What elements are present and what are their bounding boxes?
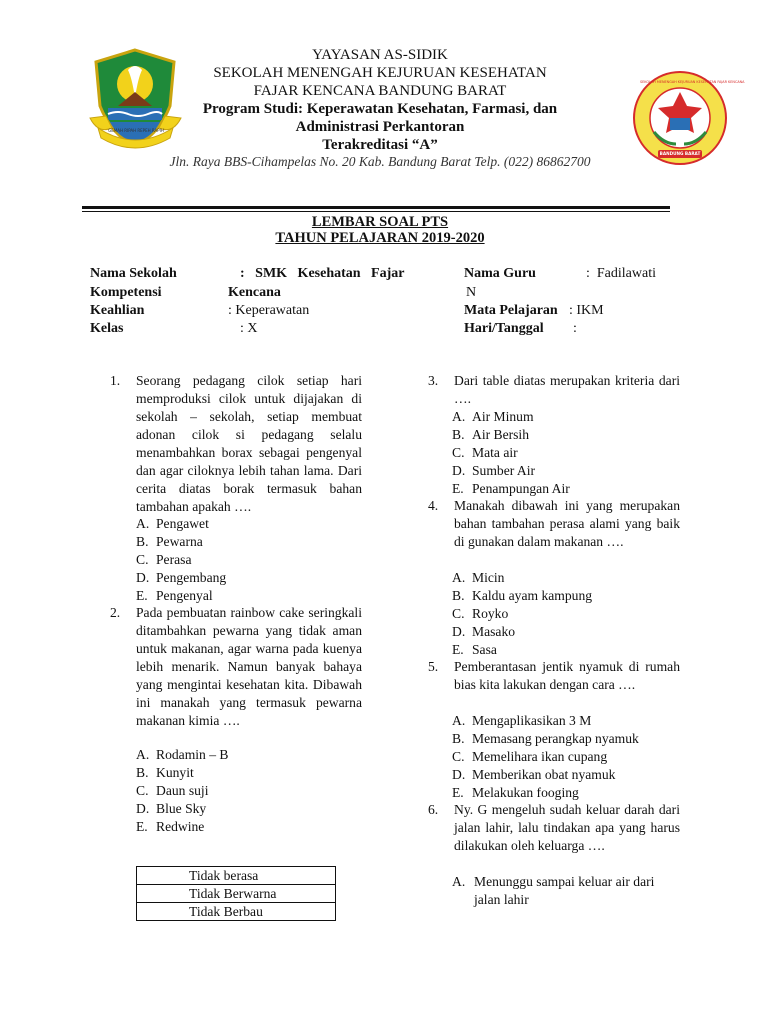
header-program-1: Program Studi: Keperawatan Kesehatan, Farmasi, dan (202, 101, 558, 117)
question-number: 2. (110, 605, 121, 620)
option-item: C. Royko (452, 606, 509, 621)
table-cell: Tidak Berbau (137, 903, 336, 921)
question-text: Seorang pedagang cilok setiap hari memproduksi cilok untuk dijajakan di sekolah – sekolah, setiap membuat adonan cilok si pedagang selalu menambahkan borax sebagai pengenyal dan agar ciloknya lebih tahan lama. Dari cerita diatas borak termasuk bahan tambahan apakah …. (136, 373, 362, 514)
right-logo-ring-text: SEKOLAH MENENGAH KEJURUAN KESEHATAN FAJAR KENCANA (640, 80, 745, 84)
option-item: C. Memelihara ikan cupang (452, 749, 608, 764)
option-item: D. Memberikan obat nyamuk (452, 767, 616, 782)
label-keahlian: Keahlian (90, 303, 145, 318)
header-school-type: SEKOLAH MENENGAH KEJURUAN KESEHATAN (213, 65, 547, 81)
option-item: C. Daun suji (136, 783, 209, 798)
option-item: B. Pewarna (136, 534, 203, 549)
option-item: B. Memasang perangkap nyamuk (452, 731, 639, 746)
question-1-options (136, 515, 356, 605)
option-item: A. Micin (452, 570, 505, 585)
option-item: E. Sasa (452, 642, 497, 657)
option-item: C. Perasa (136, 552, 192, 567)
question-text: Ny. G mengeluh sudah keluar darah dari jalan lahir, lalu tindakan apa yang harus dilakukan oleh keluarga …. (454, 802, 680, 853)
question-text: Pada pembuatan rainbow cake seringkali ditambahkan pewarna yang tidak aman untuk makanan, agar warna pada kuenya lebih menarik. Namun banyak bahaya yang mengintai kesehatan kita. Dibawah ini manakah yang termasuk pewarna makanan kimia …. (136, 605, 362, 728)
value-nama-guru-2: N (466, 285, 477, 300)
label-kompetensi: Kompetensi (90, 285, 162, 300)
question-5-options (452, 712, 672, 802)
question-number: 1. (110, 373, 121, 388)
question-2-options (136, 746, 356, 836)
right-logo (632, 70, 745, 166)
option-item: A. Menunggu sampai keluar air dari jalan lahir (452, 874, 655, 907)
header-rule-thin (82, 211, 670, 212)
right-logo-bottom-text: BANDUNG BARAT (659, 151, 701, 156)
criteria-table (136, 866, 336, 921)
doc-year: TAHUN PELAJARAN 2019-2020 (275, 230, 485, 246)
question-number: 6. (428, 802, 439, 817)
question-text: Dari table diatas merupakan kriteria dari …. (454, 373, 680, 406)
value-nama-guru-1: : Fadilawati (586, 266, 656, 281)
question-6-options (452, 873, 682, 909)
value-nama-sekolah-1: : SMK Kesehatan Fajar (240, 266, 405, 281)
question-number: 3. (428, 373, 439, 388)
option-item: E. Pengenyal (136, 588, 213, 603)
question-3-options (452, 408, 672, 498)
header-rule-thick (82, 206, 670, 209)
header-accreditation: Terakreditasi “A” (322, 137, 438, 153)
table-cell: Tidak berasa (137, 867, 336, 885)
table-cell: Tidak Berwarna (137, 885, 336, 903)
label-nama-guru: Nama Guru (464, 266, 536, 281)
option-item: D. Blue Sky (136, 801, 207, 816)
option-item: A. Air Minum (452, 409, 534, 424)
question-text: Manakah dibawah ini yang merupakan bahan tambahan perasa alami yang baik di gunakan dalam makanan …. (454, 498, 680, 549)
option-item: A. Rodamin – B (136, 747, 229, 762)
table-row (137, 885, 336, 903)
table-row (137, 903, 336, 921)
header-program-2: Administrasi Perkantoran (295, 119, 465, 135)
question-4-options (452, 569, 672, 659)
label-kelas: Kelas (90, 321, 124, 336)
value-mata-pelajaran: : IKM (569, 303, 604, 318)
left-logo-motto: GEMAH RIPAH REPEH RAPIH (108, 128, 164, 133)
value-kelas: : X (240, 321, 258, 336)
question-text: Pemberantasan jentik nyamuk di rumah bias kita lakukan dengan cara …. (454, 659, 680, 692)
option-item: D. Sumber Air (452, 463, 536, 478)
option-item: B. Kunyit (136, 765, 194, 780)
value-hari-tanggal: : (573, 321, 577, 336)
value-nama-sekolah-2: Kencana (228, 285, 281, 300)
option-item: B. Kaldu ayam kampung (452, 588, 593, 603)
question-number: 5. (428, 659, 439, 674)
option-item: D. Pengembang (136, 570, 227, 585)
option-item: D. Masako (452, 624, 516, 639)
question-number: 4. (428, 498, 439, 513)
label-mata-pelajaran: Mata Pelajaran (464, 303, 558, 318)
header-foundation: YAYASAN AS-SIDIK (312, 47, 448, 63)
option-item: E. Redwine (136, 819, 205, 834)
option-item: E. Penampungan Air (452, 481, 570, 496)
table-row (137, 867, 336, 885)
header-school-name: FAJAR KENCANA BANDUNG BARAT (253, 83, 507, 99)
label-nama-sekolah: Nama Sekolah (90, 266, 177, 281)
label-hari-tanggal: Hari/Tanggal (464, 321, 544, 336)
option-item: B. Air Bersih (452, 427, 530, 442)
doc-title: LEMBAR SOAL PTS (311, 214, 449, 230)
option-item: C. Mata air (452, 445, 518, 460)
option-item: A. Mengaplikasikan 3 M (452, 713, 592, 728)
header-address: Jln. Raya BBS-Cihampelas No. 20 Kab. Bandung Barat Telp. (022) 86862700 (169, 154, 591, 169)
option-item: E. Melakukan fooging (452, 785, 579, 800)
value-keahlian: : Keperawatan (228, 303, 310, 318)
option-item: A. Pengawet (136, 516, 209, 531)
